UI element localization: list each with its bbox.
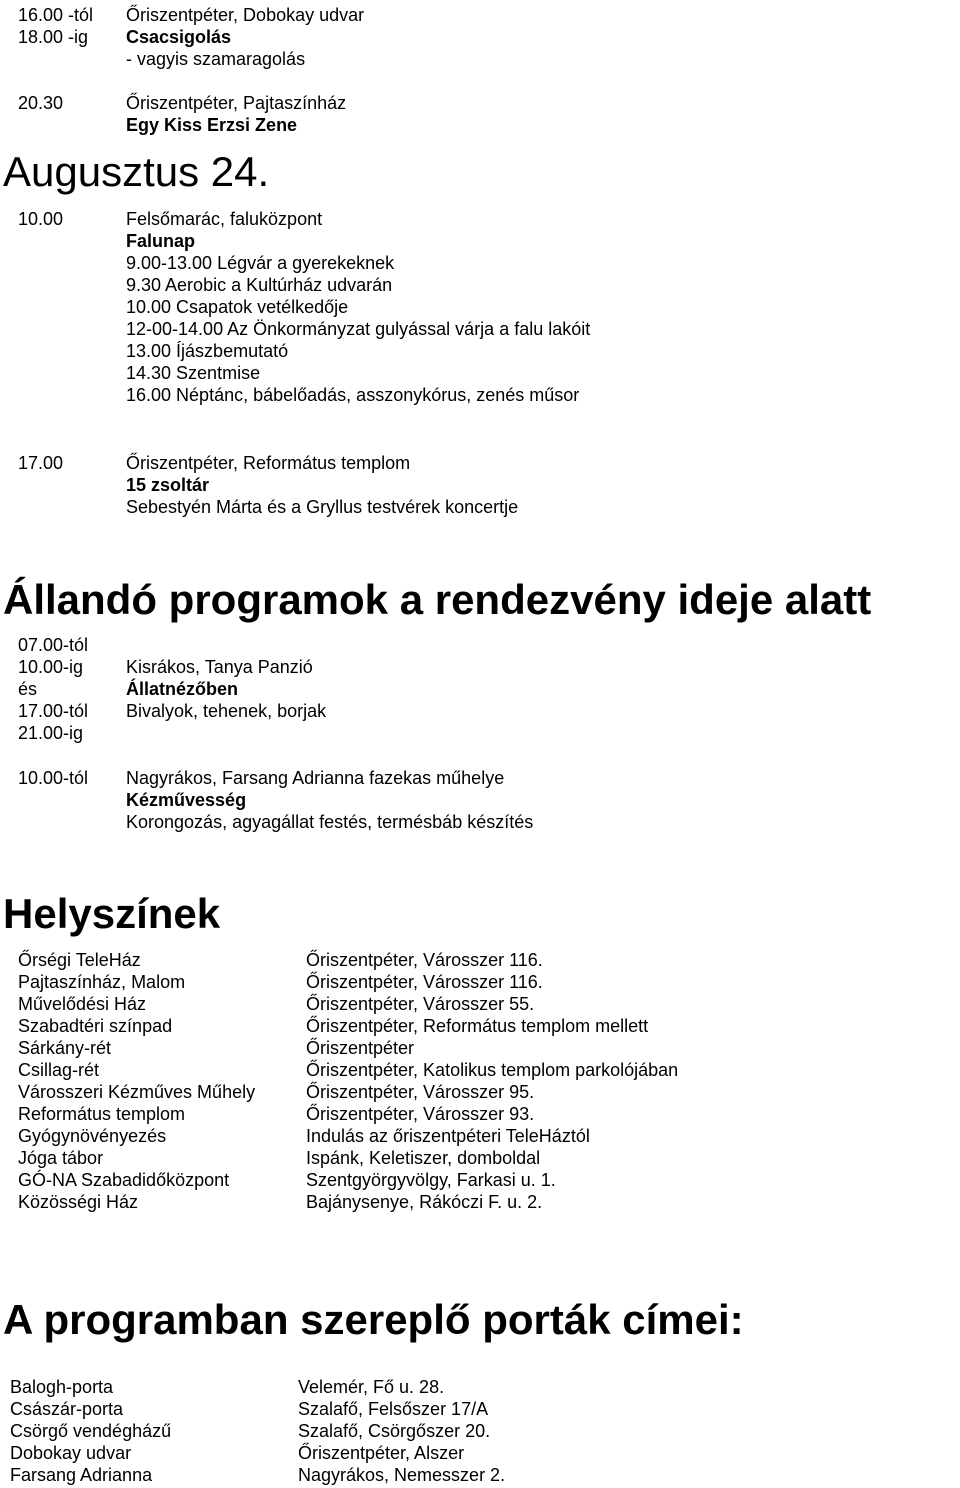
venue-address: Bajánysenye, Rákóczi F. u. 2.: [306, 1192, 543, 1212]
event-title: Állatnézőben: [126, 679, 239, 699]
event-title: Falunap: [126, 231, 196, 251]
venue-address: Őriszentpéter, Katolikus templom parkolójában: [306, 1060, 679, 1080]
program-item: 16.00 Néptánc, bábelőadás, asszonykórus, zenés műsor: [126, 385, 580, 405]
porta-address: Őriszentpéter, Alszer: [298, 1443, 465, 1463]
venue-name: Őrségi TeleHáz: [18, 950, 141, 970]
venue-name: GÓ-NA Szabadidőközpont: [18, 1170, 230, 1190]
program-item: 12-00-14.00 Az Önkormányzat gulyással várja a falu lakóit: [126, 319, 591, 339]
program-item: 9.30 Aerobic a Kultúrház udvarán: [126, 275, 393, 295]
section-heading: Augusztus 24.: [3, 148, 270, 195]
venue-name: Jóga tábor: [18, 1148, 104, 1168]
porta-name: Balogh-porta: [10, 1377, 114, 1397]
event-time: 07.00-tól: [18, 635, 89, 655]
event-title: Kézművesség: [126, 790, 247, 810]
porta-name: Csörgő vendégházű: [10, 1421, 172, 1441]
venue-name: Pajtaszínház, Malom: [18, 972, 186, 992]
event-place: Őriszentpéter, Pajtaszínház: [126, 93, 347, 113]
venue-address: Őriszentpéter, Református templom mellett: [306, 1016, 649, 1036]
section-heading: A programban szereplő porták címei:: [3, 1296, 744, 1343]
event-time: 10.00-ig: [18, 657, 84, 677]
venue-name: Közösségi Ház: [18, 1192, 139, 1212]
section-heading: Állandó programok a rendezvény ideje alatt: [3, 576, 872, 623]
program-item: 13.00 Íjászbemutató: [126, 341, 289, 361]
venue-name: Református templom: [18, 1104, 186, 1124]
event-time: és: [18, 679, 38, 699]
event-description: Korongozás, agyagállat festés, termésbáb készítés: [126, 812, 534, 832]
program-item: 10.00 Csapatok vetélkedője: [126, 297, 349, 317]
event-place: Felsőmarác, faluközpont: [126, 209, 323, 229]
venue-address: Szentgyörgyvölgy, Farkasi u. 1.: [306, 1170, 556, 1190]
event-time: 10.00-tól: [18, 768, 89, 788]
event-place: Őriszentpéter, Református templom: [126, 453, 411, 473]
event-time: 10.00: [18, 209, 64, 229]
venue-name: Szabadtéri színpad: [18, 1016, 173, 1036]
venue-address: Őriszentpéter, Városszer 55.: [306, 994, 535, 1014]
venue-address: Ispánk, Keletiszer, domboldal: [306, 1148, 541, 1168]
program-item: 14.30 Szentmise: [126, 363, 261, 383]
venue-name: Művelődési Ház: [18, 994, 147, 1014]
venue-name: Csillag-rét: [18, 1060, 100, 1080]
event-time: 17.00: [18, 453, 64, 473]
event-description: Sebestyén Márta és a Gryllus testvérek koncertje: [126, 497, 519, 517]
venue-address: Őriszentpéter, Városszer 116.: [306, 950, 543, 970]
section-heading: Helyszínek: [3, 890, 221, 937]
event-description: Bivalyok, tehenek, borjak: [126, 701, 327, 721]
event-title: Csacsigolás: [126, 27, 232, 47]
event-time: 16.00 -tól: [18, 5, 94, 25]
porta-name: Farsang Adrianna: [10, 1465, 153, 1485]
venue-address: Őriszentpéter, Városszer 93.: [306, 1104, 535, 1124]
venue-name: Gyógynövényezés: [18, 1126, 167, 1146]
venue-address: Őriszentpéter: [306, 1038, 415, 1058]
event-place: Nagyrákos, Farsang Adrianna fazekas műhelye: [126, 768, 505, 788]
porta-address: Nagyrákos, Nemesszer 2.: [298, 1465, 506, 1485]
event-time: 18.00 -ig: [18, 27, 89, 47]
event-time: 17.00-tól: [18, 701, 89, 721]
program-item: 9.00-13.00 Légvár a gyerekeknek: [126, 253, 395, 273]
porta-name: Dobokay udvar: [10, 1443, 132, 1463]
venue-address: Őriszentpéter, Városszer 95.: [306, 1082, 535, 1102]
porta-address: Szalafő, Felsőszer 17/A: [298, 1399, 489, 1419]
event-subtitle: - vagyis szamaragolás: [126, 49, 306, 69]
porta-name: Császár-porta: [10, 1399, 124, 1419]
event-title: 15 zsoltár: [126, 475, 210, 495]
event-time: 21.00-ig: [18, 723, 84, 743]
venue-name: Városszeri Kézműves Műhely: [18, 1082, 256, 1102]
venue-name: Sárkány-rét: [18, 1038, 112, 1058]
event-place: Őriszentpéter, Dobokay udvar: [126, 5, 365, 25]
venue-address: Indulás az őriszentpéteri TeleHáztól: [306, 1126, 590, 1146]
porta-address: Szalafő, Csörgőszer 20.: [298, 1421, 491, 1441]
event-time: 20.30: [18, 93, 64, 113]
porta-address: Velemér, Fő u. 28.: [298, 1377, 445, 1397]
event-place: Kisrákos, Tanya Panzió: [126, 657, 313, 677]
venue-address: Őriszentpéter, Városszer 116.: [306, 972, 543, 992]
event-title: Egy Kiss Erzsi Zene: [126, 115, 298, 135]
